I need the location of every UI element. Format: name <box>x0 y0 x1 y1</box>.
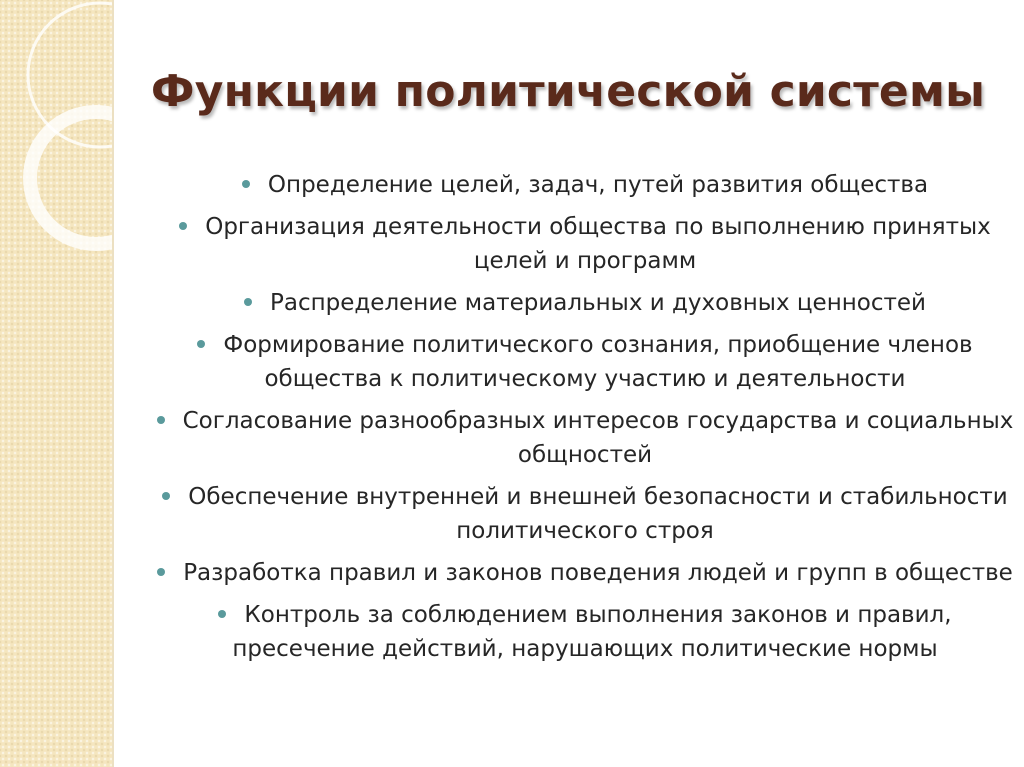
list-item <box>150 404 1020 472</box>
bullet-dot-icon <box>244 298 252 306</box>
functions-list <box>150 168 1020 674</box>
list-item-text: Определение целей, задач, путей развития общества <box>267 172 929 198</box>
list-item-text: Контроль за соблюдением выполнения законов и правил, пресечение действий, нарушающих политические нормы <box>232 602 952 662</box>
bullet-dot-icon <box>157 416 165 424</box>
list-item-text: Разработка правил и законов поведения людей и групп в обществе <box>183 560 1013 586</box>
list-item-text: Формирование политического сознания, приобщение членов общества к политическому участию и деятельности <box>223 332 973 392</box>
list-item <box>150 556 1020 590</box>
ring-upper <box>28 3 112 147</box>
list-item-text: Согласование разнообразных интересов государства и социальных общностей <box>182 408 1014 468</box>
list-item <box>150 286 1020 320</box>
slide-title: Функции политической системы <box>150 66 986 117</box>
bullet-dot-icon <box>157 568 165 576</box>
decorative-rings <box>0 0 112 767</box>
list-item <box>150 328 1020 396</box>
bullet-dot-icon <box>179 222 187 230</box>
bullet-dot-icon <box>242 180 250 188</box>
bullet-dot-icon <box>218 610 226 618</box>
list-item-text: Распределение материальных и духовных ценностей <box>270 290 926 316</box>
list-item-text: Организация деятельности общества по выполнению принятых целей и программ <box>205 214 991 274</box>
ring-lower <box>30 112 112 244</box>
bullet-dot-icon <box>162 492 170 500</box>
list-item <box>150 168 1020 202</box>
bullet-dot-icon <box>197 340 205 348</box>
list-item <box>150 598 1020 666</box>
list-item <box>150 210 1020 278</box>
list-item-text: Обеспечение внутренней и внешней безопасности и стабильности политического строя <box>188 484 1008 544</box>
list-item <box>150 480 1020 548</box>
